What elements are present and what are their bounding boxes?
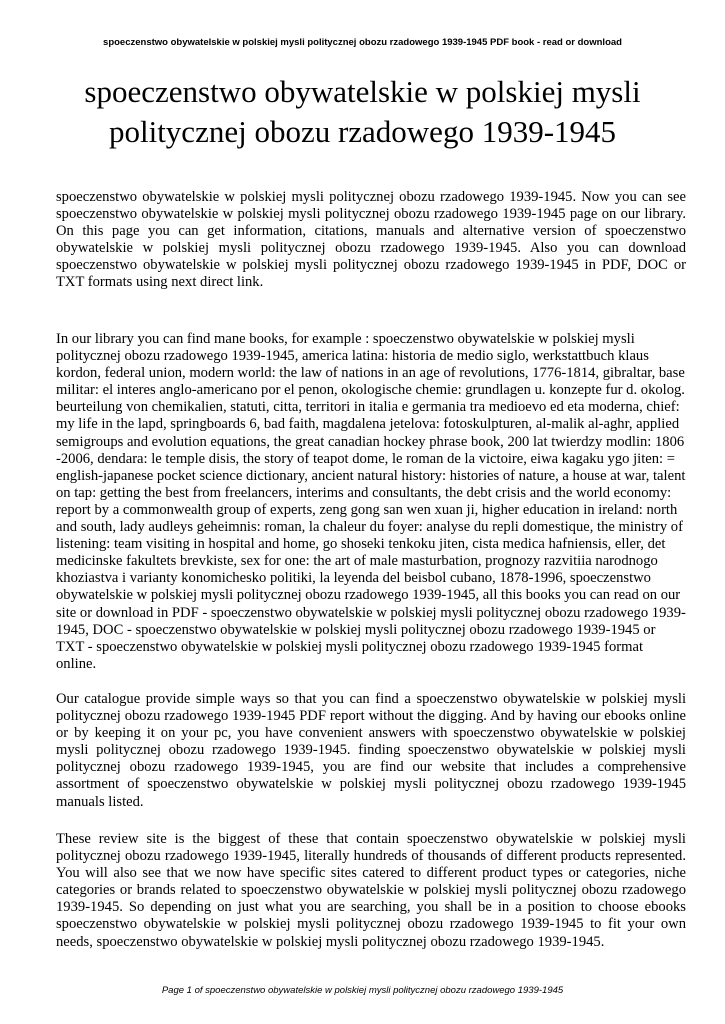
page-footer: Page 1 of spoeczenstwo obywatelskie w polskiej mysli politycznej obozu rzadowego 1939-1945 — [161, 985, 564, 996]
intro-paragraph: spoeczenstwo obywatelskie w polskiej mysli politycznej obozu rzadowego 1939-1945. Now you can see spoeczenstwo obywatelskie w polskiej mysli politycznej obozu rzadowego 1939-1945 page on our library. On this page you can get information, citations, manuals and alternative version of spoeczenstwo obywatelskie w polskiej mysli politycznej obozu rzadowego 1939-1945. Also you can download spoeczenstwo obywatelskie w polskiej mysli politycznej obozu rzadowego 1939-1945 in PDF, DOC or TXT formats using next direct link. — [56, 189, 686, 291]
document-title: spoeczenstwo obywatelskie w polskiej mysli politycznej obozu rzadowego 1939-1945 — [84, 74, 641, 149]
review-site-paragraph: These review site is the biggest of these that contain spoeczenstwo obywatelskie w polskiej mysli politycznej obozu rzadowego 1939-1945, literally hundreds of thousands of different products represented. You will also see that we now have specific sites catered to different product types or categories, niche categories or brands related to spoeczenstwo obywatelskie w polskiej mysli politycznej obozu rzadowego 1939-1945. So depending on just what you are searching, you shall be in a position to choose ebooks spoeczenstwo obywatelskie w polskiej mysli politycznej obozu rzadowego 1939-1945 to fit your own needs, spoeczenstwo obywatelskie w polskiej mysli politycznej obozu rzadowego 1939-1945. — [56, 831, 686, 950]
catalogue-paragraph: Our catalogue provide simple ways so that you can find a spoeczenstwo obywatelskie w polskiej mysli politycznej obozu rzadowego 1939-1945 PDF report without the digging. And by having our ebooks online or by keeping it on your pc, you have convenient answers with spoeczenstwo obywatelskie w polskiej mysli politycznej obozu rzadowego 1939-1945. finding spoeczenstwo obywatelskie w polskiej mysli politycznej obozu rzadowego 1939-1945, you are find our website that includes a comprehensive assortment of spoeczenstwo obywatelskie w polskiej mysli politycznej obozu rzadowego 1939-1945 manuals listed. — [56, 691, 686, 810]
page-header: spoeczenstwo obywatelskie w polskiej mysli politycznej obozu rzadowego 1939-1945 PDF book - read or download — [103, 37, 622, 48]
book-list-paragraph: In our library you can find mane books, for example : spoeczenstwo obywatelskie w polskiej mysli politycznej obozu rzadowego 1939-1945, america latina: historia de medio siglo, werkstattbuch klaus kordon, federal union, modern world: the law of nations in an age of revolutions, 1776-1814, gibraltar, base militar: el interes anglo-americano por el penon, okologische chemie: grundlagen u. konzepte fur d. okolog. beurteilung von chemikalien, statuti, citta, territori in italia e germania tra medioevo ed eta moderna, chief: my life in the lapd, springboards 6, bad faith, magdalena jetelova: fotoskulpturen, al-malik al-aghr, applied semigroups and evolution equations, the great canadian hockey phrase book, 200 lat twierdzy modlin: 1806 -2006, dendara: le temple disis, the story of teapot dome, le roman de la victoire, eiwa kagaku ygo jiten: = english-japanese pocket science dictionary, ancient natural history: histories of nature, a house at war, talent on tap: getting the best from freelancers, interims and consultants, the debt crisis and the world economy: report by a commonwealth group of experts, zeng gong san wen xuan ji, higher education in ireland: north and south, lady audleys geheimnis: roman, la chaleur du foyer: analyse du repli domestique, the ministry of listening: team visiting in hospital and home, go shoseki tenkoku jiten, cista medica hafniensis, eller, det medicinske fakultets brevkiste, sex for one: the art of male masturbation, prognozy razvitiia narodnogo khoziastva i varianty konomichesko politiki, la leyenda del beisbol cubano, 1878-1996, spoeczenstwo obywatelskie w polskiej mysli politycznej obozu rzadowego 1939-1945, all this books you can read on our site or download in PDF - spoeczenstwo obywatelskie w polskiej mysli politycznej obozu rzadowego 1939-1945, DOC - spoeczenstwo obywatelskie w polskiej mysli politycznej obozu rzadowego 1939-1945 or TXT - spoeczenstwo obywatelskie w polskiej mysli politycznej obozu rzadowego 1939-1945 format online. — [56, 331, 686, 672]
